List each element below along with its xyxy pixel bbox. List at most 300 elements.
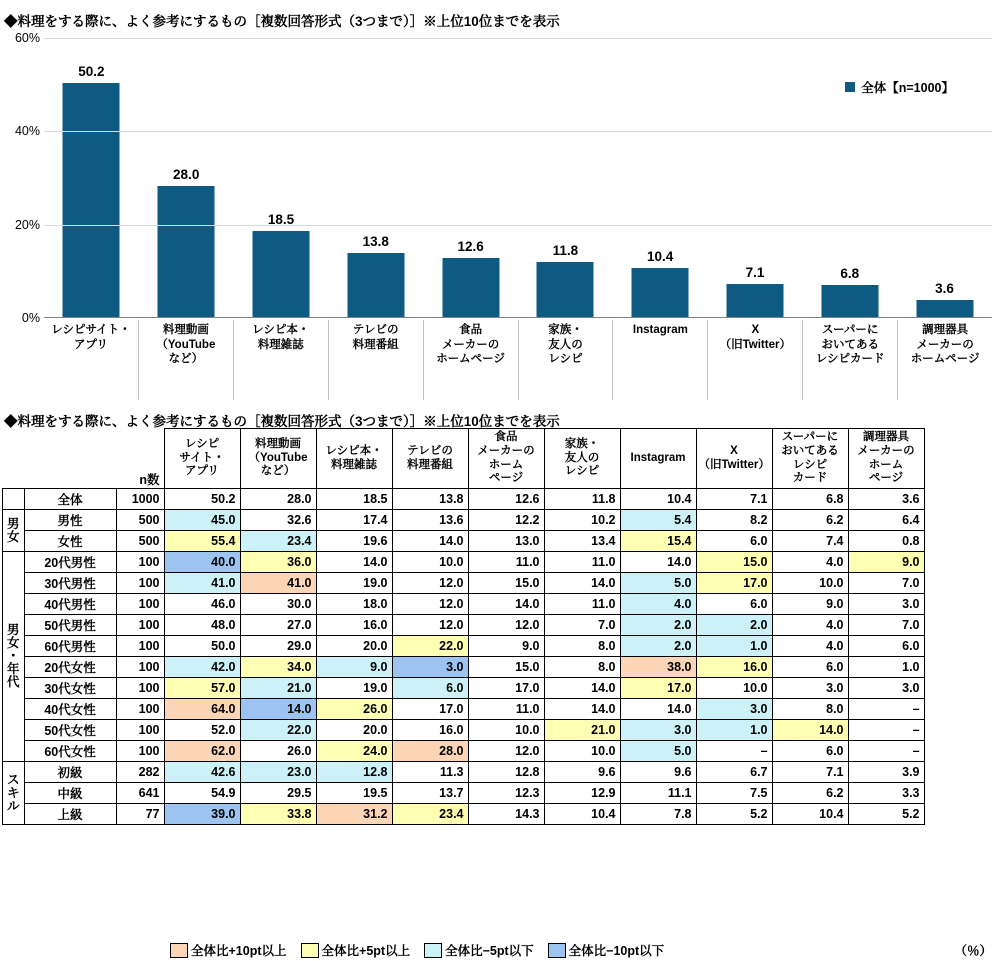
bar-chart bbox=[0, 30, 1000, 405]
table-cell: 11.0 bbox=[544, 594, 620, 615]
category-label bbox=[328, 320, 423, 400]
table-cell: 6.0 bbox=[772, 741, 848, 762]
table-cell: 12.0 bbox=[392, 573, 468, 594]
category-label-line: 料理番組 bbox=[352, 338, 399, 351]
column-header-line: （旧Twitter） bbox=[698, 458, 770, 471]
table-cell: 14.0 bbox=[544, 573, 620, 594]
table-title: ◆料理をする際に、よく参考にするもの［複数回答形式（3つまで）］※上位10位までを表示 bbox=[4, 414, 560, 429]
bar-cell bbox=[328, 38, 423, 317]
unit-label: （％） bbox=[954, 944, 992, 958]
table-cell: 14.0 bbox=[240, 699, 316, 720]
table-cell: 10.4 bbox=[772, 804, 848, 825]
row-label: 上級 bbox=[24, 804, 116, 825]
table-cell: 54.9 bbox=[164, 783, 240, 804]
table-cell: 5.0 bbox=[620, 741, 696, 762]
table-cell: 10.0 bbox=[468, 720, 544, 741]
table-cell: 19.0 bbox=[316, 678, 392, 699]
table-row bbox=[3, 804, 925, 825]
column-header-line: X bbox=[730, 444, 738, 457]
table-cell: 20.0 bbox=[316, 636, 392, 657]
column-header-line: 料理動画 bbox=[255, 437, 302, 450]
table-row bbox=[3, 699, 925, 720]
bar bbox=[632, 268, 689, 317]
row-n-count: 282 bbox=[116, 762, 164, 783]
table-cell: – bbox=[696, 741, 772, 762]
table-cell: 11.8 bbox=[544, 489, 620, 510]
table-cell: 12.0 bbox=[392, 615, 468, 636]
table-cell: 5.0 bbox=[620, 573, 696, 594]
column-header-line: 食品 bbox=[494, 431, 518, 443]
bar-cell bbox=[708, 38, 803, 317]
row-n-count: 100 bbox=[116, 573, 164, 594]
column-header bbox=[392, 429, 468, 489]
bar-value-label: 3.6 bbox=[935, 281, 954, 297]
column-header bbox=[316, 429, 392, 489]
row-n-count: 100 bbox=[116, 552, 164, 573]
category-label-line: 友人の bbox=[548, 338, 583, 351]
column-header bbox=[772, 429, 848, 489]
table-cell: 41.0 bbox=[240, 573, 316, 594]
category-label bbox=[423, 320, 518, 400]
table-legend bbox=[170, 941, 678, 959]
table-cell: 29.5 bbox=[240, 783, 316, 804]
row-n-count: 77 bbox=[116, 804, 164, 825]
table-cell: 10.2 bbox=[544, 510, 620, 531]
table-cell: 2.0 bbox=[620, 636, 696, 657]
table-cell: 12.0 bbox=[392, 594, 468, 615]
bar-value-label: 12.6 bbox=[457, 239, 484, 255]
table-cell: 8.2 bbox=[696, 510, 772, 531]
table-cell: 14.0 bbox=[544, 678, 620, 699]
table-cell: 4.0 bbox=[620, 594, 696, 615]
table-row bbox=[3, 510, 925, 531]
table-cell: 38.0 bbox=[620, 657, 696, 678]
category-label-line: （旧Twitter） bbox=[719, 338, 791, 351]
table-row bbox=[3, 489, 925, 510]
table-cell: 12.8 bbox=[316, 762, 392, 783]
row-group-label-char: キ bbox=[7, 785, 20, 800]
table-cell: 10.0 bbox=[392, 552, 468, 573]
table-cell: 64.0 bbox=[164, 699, 240, 720]
column-header bbox=[544, 429, 620, 489]
table-cell: 36.0 bbox=[240, 552, 316, 573]
table-cell: 23.0 bbox=[240, 762, 316, 783]
category-label-line: レシピ bbox=[548, 353, 583, 366]
category-label-line: テレビの bbox=[352, 324, 399, 336]
column-header-line: ページ bbox=[488, 472, 524, 485]
table-cell: 41.0 bbox=[164, 573, 240, 594]
table-cell: 6.2 bbox=[772, 510, 848, 531]
table-body bbox=[3, 489, 925, 825]
table-cell: – bbox=[848, 699, 924, 720]
table-cell: 62.0 bbox=[164, 741, 240, 762]
table-cell: 26.0 bbox=[240, 741, 316, 762]
table-cell: 7.5 bbox=[696, 783, 772, 804]
category-label-line: （YouTube bbox=[156, 338, 216, 351]
table-cell: – bbox=[848, 720, 924, 741]
row-n-count: 100 bbox=[116, 636, 164, 657]
table-cell: 1.0 bbox=[696, 636, 772, 657]
category-label bbox=[707, 320, 802, 400]
bar-value-label: 28.0 bbox=[173, 167, 200, 183]
bar-value-label: 6.8 bbox=[840, 266, 860, 282]
category-label-line: メーカーの bbox=[916, 338, 974, 351]
bar bbox=[442, 258, 499, 317]
column-header-line: ホーム bbox=[488, 458, 524, 471]
legend-color-chip bbox=[301, 943, 319, 958]
row-label: 全体 bbox=[24, 489, 116, 510]
gridline bbox=[44, 38, 992, 39]
table-cell: 2.0 bbox=[620, 615, 696, 636]
row-label: 20代女性 bbox=[24, 657, 116, 678]
chart-legend bbox=[845, 78, 954, 96]
table-cell: 24.0 bbox=[316, 741, 392, 762]
table-cell: 12.0 bbox=[468, 615, 544, 636]
column-header-line: カード bbox=[792, 472, 828, 485]
table-cell: 27.0 bbox=[240, 615, 316, 636]
gridline bbox=[44, 131, 992, 132]
table-cell: 15.0 bbox=[468, 573, 544, 594]
column-header-line: アプリ bbox=[184, 465, 220, 478]
row-group-label-char: ス bbox=[7, 772, 20, 787]
row-n-count: 100 bbox=[116, 741, 164, 762]
bar bbox=[916, 300, 973, 317]
category-label-line: 家族・ bbox=[548, 324, 583, 336]
table-cell: 14.0 bbox=[620, 699, 696, 720]
category-label bbox=[612, 320, 707, 400]
column-header bbox=[240, 429, 316, 489]
table-cell: 29.0 bbox=[240, 636, 316, 657]
bar bbox=[726, 284, 783, 317]
table-cell: 3.0 bbox=[392, 657, 468, 678]
row-label: 男性 bbox=[24, 510, 116, 531]
table-cell: 12.2 bbox=[468, 510, 544, 531]
table-cell: 3.9 bbox=[848, 762, 924, 783]
table-cell: – bbox=[848, 741, 924, 762]
bar-value-label: 50.2 bbox=[78, 63, 105, 79]
table-cell: 10.0 bbox=[772, 573, 848, 594]
table-cell: 9.0 bbox=[772, 594, 848, 615]
table-cell: 3.6 bbox=[848, 489, 924, 510]
table-cell: 55.4 bbox=[164, 531, 240, 552]
row-group-label-char: 代 bbox=[7, 675, 20, 690]
table-cell: 17.0 bbox=[468, 678, 544, 699]
bar-value-label: 10.4 bbox=[647, 249, 674, 265]
table-row bbox=[3, 720, 925, 741]
table-row bbox=[3, 615, 925, 636]
table-cell: 11.1 bbox=[620, 783, 696, 804]
legend-item-label: 全体比−10pt以下 bbox=[568, 944, 665, 958]
table-cell: 5.4 bbox=[620, 510, 696, 531]
table-row bbox=[3, 657, 925, 678]
table-cell: 14.0 bbox=[316, 552, 392, 573]
row-group-label bbox=[3, 510, 25, 552]
table-cell: 9.0 bbox=[468, 636, 544, 657]
table-cell: 50.0 bbox=[164, 636, 240, 657]
table-cell: 22.0 bbox=[240, 720, 316, 741]
category-label-line: 料理雑誌 bbox=[257, 338, 304, 351]
category-label-line: アプリ bbox=[73, 338, 108, 351]
table-cell: 50.2 bbox=[164, 489, 240, 510]
table-cell: 8.0 bbox=[544, 657, 620, 678]
legend-item bbox=[548, 941, 665, 959]
column-header-line: テレビの bbox=[407, 444, 453, 457]
table-cell: 12.8 bbox=[468, 762, 544, 783]
y-axis bbox=[0, 30, 44, 325]
category-label bbox=[518, 320, 613, 400]
table-cell: 8.0 bbox=[772, 699, 848, 720]
column-header-line: スーパーに bbox=[781, 431, 839, 443]
table-cell: 33.8 bbox=[240, 804, 316, 825]
table-cell: 10.0 bbox=[544, 741, 620, 762]
table-cell: 4.0 bbox=[772, 552, 848, 573]
bar-value-label: 13.8 bbox=[362, 233, 389, 249]
row-n-count: 500 bbox=[116, 531, 164, 552]
category-label bbox=[233, 320, 328, 400]
column-header-line: レシピ bbox=[184, 437, 220, 450]
table-cell: 21.0 bbox=[544, 720, 620, 741]
row-n-count: 100 bbox=[116, 615, 164, 636]
row-label: 女性 bbox=[24, 531, 116, 552]
row-n-count: 100 bbox=[116, 657, 164, 678]
table-cell: 15.0 bbox=[468, 657, 544, 678]
table-row bbox=[3, 741, 925, 762]
row-label: 50代女性 bbox=[24, 720, 116, 741]
table-header-row bbox=[3, 429, 925, 489]
table-cell: 32.6 bbox=[240, 510, 316, 531]
table-cell: 45.0 bbox=[164, 510, 240, 531]
legend-item-label: 全体比+10pt以上 bbox=[191, 944, 287, 958]
table-cell: 1.0 bbox=[696, 720, 772, 741]
table-cell: 20.0 bbox=[316, 720, 392, 741]
table-cell: 10.4 bbox=[544, 804, 620, 825]
column-header-line: メーカーの bbox=[477, 444, 535, 457]
table-row bbox=[3, 762, 925, 783]
category-label-line: 料理動画 bbox=[162, 324, 209, 336]
table-cell: 7.0 bbox=[848, 573, 924, 594]
bar-value-label: 18.5 bbox=[267, 211, 295, 227]
table-cell: 6.4 bbox=[848, 510, 924, 531]
table-cell: 8.0 bbox=[544, 636, 620, 657]
table-cell: 6.0 bbox=[696, 594, 772, 615]
table-cell: 15.4 bbox=[620, 531, 696, 552]
category-label-line: レシピカード bbox=[815, 353, 885, 366]
column-header-line: レシピ bbox=[792, 458, 828, 471]
table-row bbox=[3, 531, 925, 552]
table-cell: 9.6 bbox=[544, 762, 620, 783]
table-row bbox=[3, 552, 925, 573]
legend-color-chip bbox=[424, 943, 442, 958]
column-header-line: レシピ本・ bbox=[325, 444, 383, 457]
bar-value-label: 7.1 bbox=[745, 264, 765, 280]
table-cell: 34.0 bbox=[240, 657, 316, 678]
table-cell: 0.8 bbox=[848, 531, 924, 552]
table-cell: 5.2 bbox=[848, 804, 924, 825]
row-label: 20代男性 bbox=[24, 552, 116, 573]
column-header-line: （YouTube bbox=[248, 451, 308, 464]
table-cell: 14.0 bbox=[392, 531, 468, 552]
table-cell: 12.0 bbox=[468, 741, 544, 762]
table-cell: 30.0 bbox=[240, 594, 316, 615]
row-label: 50代男性 bbox=[24, 615, 116, 636]
legend-color-chip bbox=[170, 943, 188, 958]
table-cell: 13.6 bbox=[392, 510, 468, 531]
data-table bbox=[2, 428, 925, 825]
row-group-label-char: 男 bbox=[7, 622, 20, 637]
table-row bbox=[3, 594, 925, 615]
row-label: 初級 bbox=[24, 762, 116, 783]
table-cell: 4.0 bbox=[772, 636, 848, 657]
table-cell: 14.0 bbox=[468, 594, 544, 615]
row-group-label-char: 女 bbox=[7, 636, 20, 650]
column-header-line: メーカーの bbox=[857, 444, 915, 457]
row-group-label bbox=[3, 552, 25, 762]
table-cell: 6.0 bbox=[772, 657, 848, 678]
table-row bbox=[3, 573, 925, 594]
category-label-line: Instagram bbox=[632, 324, 688, 336]
row-label: 40代男性 bbox=[24, 594, 116, 615]
table-cell: 14.0 bbox=[772, 720, 848, 741]
table-cell: 3.0 bbox=[848, 594, 924, 615]
legend-item bbox=[170, 941, 287, 959]
y-tick-label: 40% bbox=[14, 124, 40, 139]
table-cell: 16.0 bbox=[696, 657, 772, 678]
category-label-line: レシピ本・ bbox=[252, 324, 310, 336]
category-label-line: など） bbox=[168, 353, 204, 366]
row-n-count: 1000 bbox=[116, 489, 164, 510]
legend-label: 全体【n=1000】 bbox=[861, 81, 954, 95]
table-cell: 11.0 bbox=[468, 699, 544, 720]
table-head bbox=[3, 429, 925, 489]
table-cell: 6.7 bbox=[696, 762, 772, 783]
table-row bbox=[3, 636, 925, 657]
table-cell: 17.0 bbox=[392, 699, 468, 720]
column-header-line: ページ bbox=[868, 472, 904, 485]
column-header-line: おいてある bbox=[781, 444, 839, 457]
category-label-line: メーカーの bbox=[441, 338, 500, 351]
y-tick-label: 20% bbox=[14, 217, 40, 232]
category-label-line: スーパーに bbox=[822, 324, 879, 336]
table-corner-blank bbox=[24, 429, 116, 489]
table-cell: 39.0 bbox=[164, 804, 240, 825]
row-label: 30代男性 bbox=[24, 573, 116, 594]
column-header-line: 友人の bbox=[564, 451, 600, 464]
column-header-line: サイト・ bbox=[179, 451, 225, 464]
legend-color-chip bbox=[548, 943, 566, 958]
row-group-label bbox=[3, 762, 25, 825]
table-cell: 1.0 bbox=[848, 657, 924, 678]
table-cell: 15.0 bbox=[696, 552, 772, 573]
column-header-line: 調理器具 bbox=[863, 431, 910, 443]
column-header bbox=[620, 429, 696, 489]
category-label bbox=[138, 320, 233, 400]
table-cell: 12.6 bbox=[468, 489, 544, 510]
row-group-label-char: 年 bbox=[7, 662, 20, 677]
table-cell: 22.0 bbox=[392, 636, 468, 657]
table-row bbox=[3, 678, 925, 699]
table-cell: 42.0 bbox=[164, 657, 240, 678]
table-cell: 6.0 bbox=[392, 678, 468, 699]
column-header bbox=[164, 429, 240, 489]
table-cell: 14.3 bbox=[468, 804, 544, 825]
table-cell: 28.0 bbox=[240, 489, 316, 510]
table-cell: 11.3 bbox=[392, 762, 468, 783]
n-count-header: n数 bbox=[116, 429, 164, 489]
category-label bbox=[44, 320, 138, 400]
table-cell: 16.0 bbox=[316, 615, 392, 636]
table-cell: 42.6 bbox=[164, 762, 240, 783]
row-label: 中級 bbox=[24, 783, 116, 804]
table-cell: 17.0 bbox=[696, 573, 772, 594]
table-cell: 19.5 bbox=[316, 783, 392, 804]
bar bbox=[63, 83, 120, 317]
table-cell: 11.0 bbox=[544, 552, 620, 573]
y-tick-label: 0% bbox=[21, 311, 40, 325]
table-cell: 10.4 bbox=[620, 489, 696, 510]
legend-item bbox=[301, 941, 411, 959]
y-tick-label: 60% bbox=[14, 31, 40, 45]
column-header-line: レシピ bbox=[564, 465, 600, 478]
row-n-count: 100 bbox=[116, 720, 164, 741]
legend-item-label: 全体比+5pt以上 bbox=[321, 944, 411, 958]
legend-item-label: 全体比−5pt以下 bbox=[445, 944, 534, 958]
table-cell: 16.0 bbox=[392, 720, 468, 741]
table-cell: 6.8 bbox=[772, 489, 848, 510]
table-cell: 10.0 bbox=[696, 678, 772, 699]
column-header-line: 料理番組 bbox=[407, 458, 454, 471]
table-cell: 12.3 bbox=[468, 783, 544, 804]
table-cell: 28.0 bbox=[392, 741, 468, 762]
bar-cell bbox=[613, 38, 708, 317]
row-group-label-char: 男 bbox=[7, 516, 20, 531]
table-cell: 2.0 bbox=[696, 615, 772, 636]
table-cell: 31.2 bbox=[316, 804, 392, 825]
table-cell: 11.0 bbox=[468, 552, 544, 573]
column-header bbox=[468, 429, 544, 489]
table-cell: 7.4 bbox=[772, 531, 848, 552]
table-cell: 26.0 bbox=[316, 699, 392, 720]
table-cell: 52.0 bbox=[164, 720, 240, 741]
row-n-count: 100 bbox=[116, 678, 164, 699]
table-cell: 9.0 bbox=[848, 552, 924, 573]
row-label: 40代女性 bbox=[24, 699, 116, 720]
table-cell: 19.0 bbox=[316, 573, 392, 594]
table-cell: 17.0 bbox=[620, 678, 696, 699]
table-cell: 46.0 bbox=[164, 594, 240, 615]
category-label-line: ホームページ bbox=[436, 353, 505, 366]
table-cell: 23.4 bbox=[392, 804, 468, 825]
category-label-line: 食品 bbox=[459, 324, 483, 336]
table-cell: 13.8 bbox=[392, 489, 468, 510]
row-group-label bbox=[3, 489, 25, 510]
bar bbox=[252, 231, 309, 317]
table-cell: 23.4 bbox=[240, 531, 316, 552]
bar-cell bbox=[423, 38, 518, 317]
table-cell: 13.0 bbox=[468, 531, 544, 552]
category-label-line: X bbox=[751, 324, 760, 336]
column-header-line: 料理雑誌 bbox=[331, 458, 378, 471]
bar bbox=[347, 253, 404, 317]
row-group-label-char: ・ bbox=[7, 649, 20, 664]
chart-title: ◆料理をする際に、よく参考にするもの［複数回答形式（3つまで）］※上位10位までを表示 bbox=[4, 14, 560, 29]
legend-item bbox=[424, 941, 534, 959]
row-n-count: 100 bbox=[116, 699, 164, 720]
table-cell: 3.0 bbox=[620, 720, 696, 741]
bar-cell bbox=[44, 38, 139, 317]
category-label bbox=[802, 320, 897, 400]
table-cell: 6.2 bbox=[772, 783, 848, 804]
bar-cell bbox=[234, 38, 329, 317]
